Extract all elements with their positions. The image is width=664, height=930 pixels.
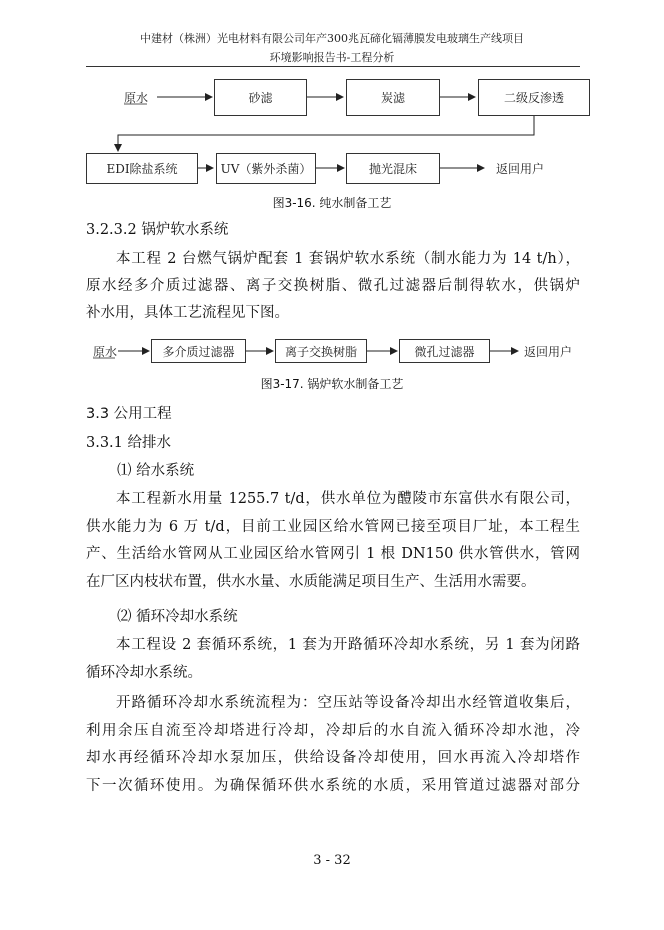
- para-line: 供水能力为 6 万 t/d，目前工业园区给水管网已接至项目厂址，本工程生: [86, 518, 580, 535]
- fig1-step-edi: EDI除盐系统: [86, 153, 198, 184]
- fig1-step-uv: UV（紫外杀菌）: [216, 153, 316, 184]
- fig2-caption: 图3-17. 锅炉软水制备工艺: [260, 377, 404, 391]
- para-line: 在厂区内枝状布置，供水水量、水质能满足项目生产、生活用水需要。: [86, 573, 536, 590]
- sub1-title: ⑴ 给水系统: [117, 463, 195, 479]
- para-line: 循环冷却水系统。: [86, 664, 202, 681]
- para-line: 本工程 2 台燃气锅炉配套 1 套锅炉软水系统（制水能力为 14 t/h），: [116, 251, 580, 267]
- fig1-step-reverse-osmosis: 二级反渗透: [478, 79, 590, 116]
- fig1-step-polish-bed: 抛光混床: [346, 153, 440, 184]
- para-line: 补水用，具体工艺流程见下图。: [86, 305, 289, 321]
- fig2-step-multimedia-filter: 多介质过滤器: [151, 339, 246, 363]
- para-line: 原水经多介质过滤器、离子交换树脂、微孔过滤器后制得软水，供锅炉: [86, 278, 580, 294]
- fig2-step-ion-exchange: 离子交换树脂: [275, 339, 367, 363]
- para-line: 却水再经循环冷却水泵加压，供给设备冷却使用，回水再流入冷却塔作: [86, 750, 580, 766]
- page-number: 3 - 32: [313, 853, 351, 868]
- section-3232-paragraph: [86, 246, 580, 327]
- fig2-end-label: 返回用户: [524, 345, 573, 359]
- fig1-end-label: 返回用户: [496, 162, 545, 176]
- fig1-step-sand-filter: 砂滤: [214, 79, 307, 116]
- sub2-title: ⑵ 循环冷却水系统: [117, 609, 238, 625]
- fig2-source-label: 原水: [93, 345, 118, 359]
- section-3232-title: 3.2.3.2 锅炉软水系统: [86, 222, 229, 238]
- sub2-paragraph-1: [86, 632, 580, 687]
- para-line: 开路循环冷却水系统流程为：空压站等设备冷却出水经管道收集后，: [116, 695, 580, 711]
- header-subtitle: 环境影响报告书-工程分析: [269, 51, 395, 64]
- sub2-paragraph-2: [86, 690, 580, 800]
- sub1-paragraph: [86, 486, 580, 596]
- fig1-caption: 图3-16. 纯水制备工艺: [272, 196, 392, 210]
- section-331-title: 3.3.1 给排水: [86, 435, 172, 451]
- fig2-step-microporous-filter: 微孔过滤器: [399, 339, 490, 363]
- para-line: 本工程新水用量 1255.7 t/d，供水单位为醴陵市东富供水有限公司，: [116, 491, 580, 507]
- para-line: 下一次循环使用。为确保循环供水系统的水质，采用管道过滤器对部分: [86, 777, 580, 794]
- fig1-connector-down: [118, 116, 534, 151]
- para-line: 本工程设 2 套循环系统，1 套为开路循环冷却水系统，另 1 套为闭路: [116, 637, 580, 653]
- header-title: 中建材（株洲）光电材料有限公司年产300兆瓦碲化镉薄膜发电玻璃生产线项目: [140, 32, 524, 45]
- fig1-source-label: 原水: [124, 91, 149, 105]
- section-33-title: 3.3 公用工程: [86, 406, 172, 422]
- para-line: 产、生活给水管网从工业园区给水管网引 1 根 DN150 供水管供水，管网: [86, 546, 580, 562]
- fig1-step-carbon-filter: 炭滤: [346, 79, 440, 116]
- para-line: 利用余压自流至冷却塔进行冷却，冷却后的水自流入循环冷却水池，冷: [86, 722, 580, 739]
